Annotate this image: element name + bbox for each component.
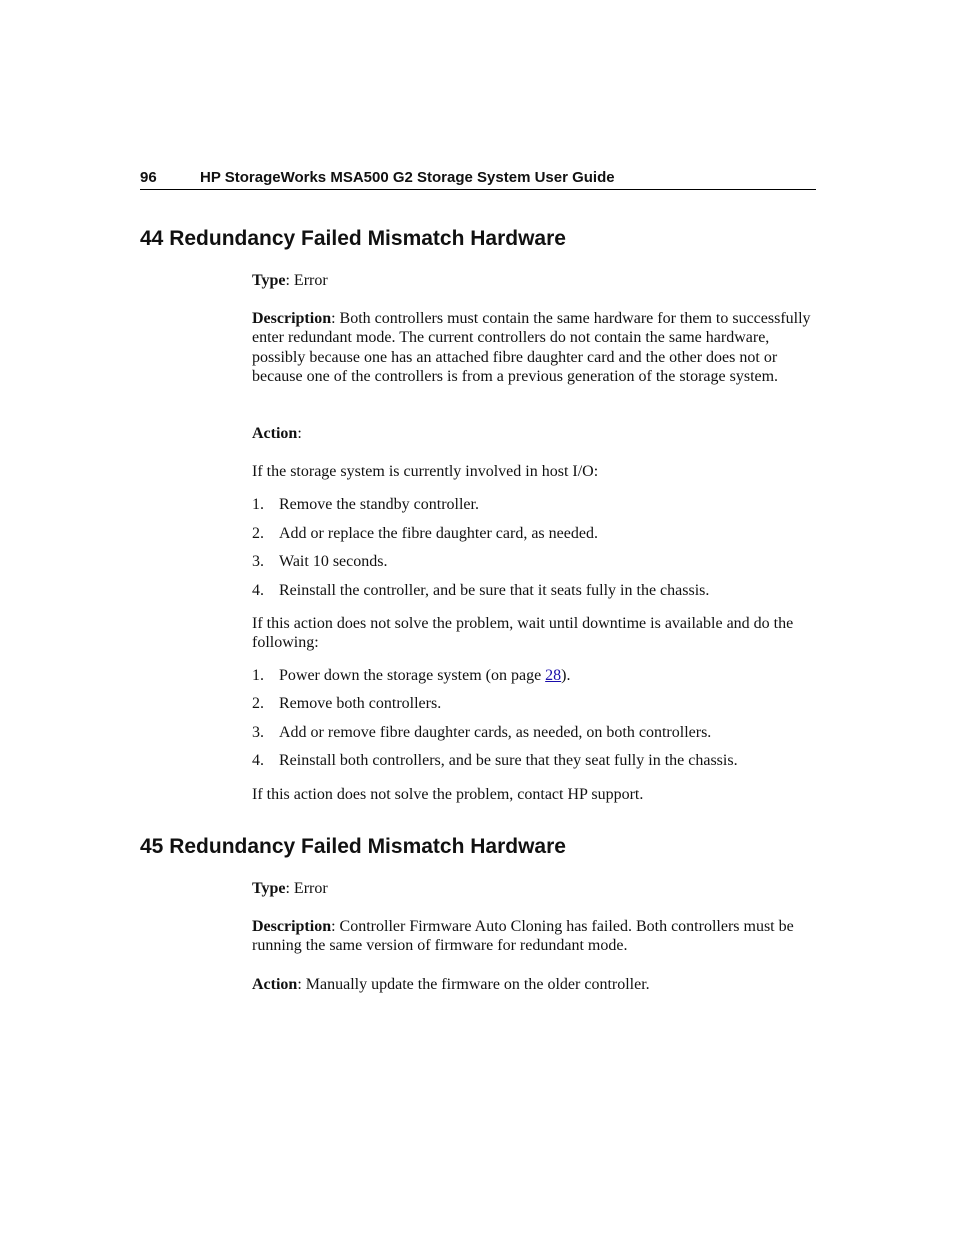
description-label: Description (252, 310, 332, 327)
step-number: 2. (252, 525, 264, 542)
step-number: 4. (252, 582, 264, 599)
step-number: 1. (252, 667, 264, 684)
step-number: 2. (252, 695, 264, 712)
closing-note: If this action does not solve the problem, contact HP support. (252, 786, 644, 803)
action-line-45 (252, 975, 812, 994)
type-label: Type (252, 880, 286, 897)
step-text: Add or replace the fibre daughter card, as needed. (279, 525, 598, 542)
description-45 (252, 917, 812, 956)
fallback-intro: If this action does not solve the problem, wait until downtime is available and do the following: (252, 615, 794, 652)
section-heading-45: 45 Redundancy Failed Mismatch Hardware (140, 835, 566, 858)
page-number: 96 (140, 169, 157, 186)
type-label: Type (252, 272, 286, 289)
step-text (279, 666, 571, 685)
page-reference-link[interactable]: 28 (545, 667, 562, 684)
type-line-45 (252, 879, 812, 898)
description-text: : Both controllers must contain the same hardware for them to successfully enter redundant mode. The current controllers do not contain the same hardware, possibly because one has an attached fibre daughter card and the other does not or because one of the controllers is from a previous generation of the storage system. (252, 310, 811, 386)
step-number: 1. (252, 496, 264, 513)
description-44 (252, 309, 812, 387)
document-title: HP StorageWorks MSA500 G2 Storage System User Guide (200, 169, 615, 186)
action-label: Action (252, 425, 298, 442)
step-text: Reinstall both controllers, and be sure that they seat fully in the chassis. (279, 752, 738, 769)
step-text: Reinstall the controller, and be sure that it seats fully in the chassis. (279, 582, 710, 599)
action-intro: If the storage system is currently involved in host I/O: (252, 463, 599, 480)
action-line-44 (252, 424, 812, 443)
page-header (140, 168, 816, 190)
step-text-before: Power down the storage system (on page (279, 667, 546, 684)
step-number: 4. (252, 752, 264, 769)
step-number: 3. (252, 553, 264, 570)
type-line-44 (252, 271, 812, 290)
step-number: 3. (252, 724, 264, 741)
type-value: : Error (285, 272, 328, 289)
action-label: Action (252, 976, 298, 993)
step-text-after: ). (561, 667, 571, 684)
step-text: Add or remove fibre daughter cards, as needed, on both controllers. (279, 724, 712, 741)
section-heading-44: 44 Redundancy Failed Mismatch Hardware (140, 227, 566, 250)
type-value: : Error (285, 880, 328, 897)
step-text: Remove both controllers. (279, 695, 442, 712)
action-text: : Manually update the firmware on the older controller. (297, 976, 650, 993)
step-text: Remove the standby controller. (279, 496, 479, 513)
step-text: Wait 10 seconds. (279, 553, 388, 570)
description-label: Description (252, 918, 332, 935)
description-text: : Controller Firmware Auto Cloning has failed. Both controllers must be running the same version of firmware for redundant mode. (252, 918, 794, 955)
action-text: : (297, 425, 302, 442)
